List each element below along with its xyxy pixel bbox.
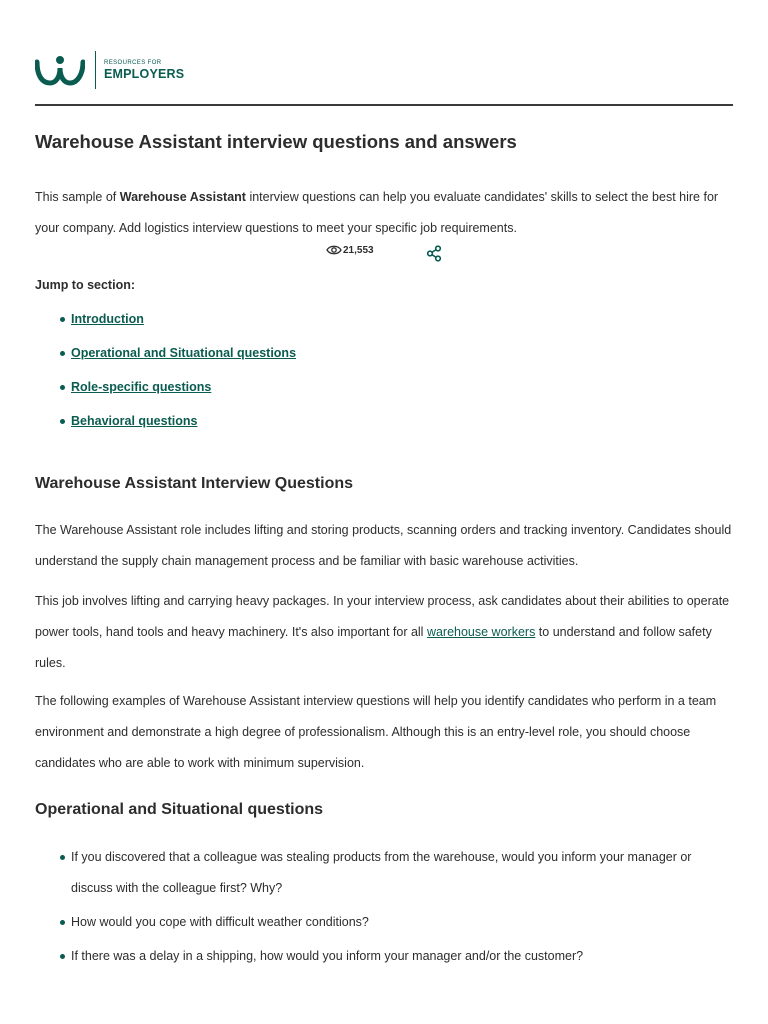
paragraph-text-after: to understand and follow safety rules. [35,625,712,670]
paragraph-text-before: This job involves lifting and carrying heavy packages. In your interview process, ask candidates about their abilities to operate power tools, hand tools and heavy machinery. It's also important for all [35,594,730,639]
bullet-icon [60,317,65,322]
eye-icon [326,244,342,256]
bullet-icon [60,954,65,959]
list-item [60,404,296,438]
site-header [35,50,184,90]
intro-bold-text: Warehouse Assistant [119,190,246,204]
list-item [60,907,732,938]
section-heading-operational: Operational and Situational questions [35,801,324,818]
logo-text [104,60,184,81]
list-item [60,941,732,972]
list-item [60,370,296,404]
logo-small-text: RESOURCES FOR [104,59,162,66]
list-item [60,336,296,370]
bullet-icon [60,855,65,860]
intro-paragraph [35,182,733,244]
warehouse-workers-link[interactable]: warehouse workers [426,625,536,639]
share-icon[interactable] [426,245,442,262]
jump-link-operational[interactable]: Operational and Situational questions [71,346,297,360]
view-count [326,244,374,256]
bullet-icon [60,385,65,390]
intro-text-before: This sample of [35,190,120,204]
section-heading-interview-questions: Warehouse Assistant Interview Questions [35,475,354,492]
jump-links-list [60,302,296,438]
logo-divider [95,51,96,89]
jump-link-behavioral[interactable]: Behavioral questions [71,414,198,428]
examples-paragraph: The following examples of Warehouse Assistant interview questions will help you identify candidates who perform in a team environment and demonstrate a high degree of professionalism. Although this is an entry-level role, you should choose candidates who are able to work with minimum supervision. [35,694,717,770]
jump-to-section-label: Jump to section: [35,278,136,292]
list-item [60,842,732,904]
page-title: Warehouse Assistant interview questions and answers [35,131,517,152]
question-text: If there was a delay in a shipping, how would you inform your manager and/or the customer? [71,949,584,963]
jump-link-role-specific[interactable]: Role-specific questions [71,380,212,394]
jump-link-introduction[interactable]: Introduction [71,312,144,326]
header-divider [35,104,733,106]
logo-big-text: EMPLOYERS [104,66,185,81]
job-involves-paragraph [35,586,733,679]
view-count-value: 21,553 [343,244,374,256]
question-text: How would you cope with difficult weather conditions? [71,915,369,929]
bullet-icon [60,419,65,424]
bullet-icon [60,920,65,925]
operational-questions-list [60,842,732,975]
intro-text-after: interview questions can help you evaluate candidates' skills to select the best hire for your company. Add logistics interview questions to meet your specific job requirements. [35,190,719,235]
list-item [60,302,296,336]
bullet-icon [60,351,65,356]
role-description-paragraph: The Warehouse Assistant role includes lifting and storing products, scanning orders and tracking inventory. Candidates should understand the supply chain management process and be familiar with basic warehouse activities. [35,523,732,568]
logo-icon[interactable] [35,53,85,87]
question-text: If you discovered that a colleague was stealing products from the warehouse, would you inform your manager or discuss with the colleague first? Why? [71,850,692,895]
